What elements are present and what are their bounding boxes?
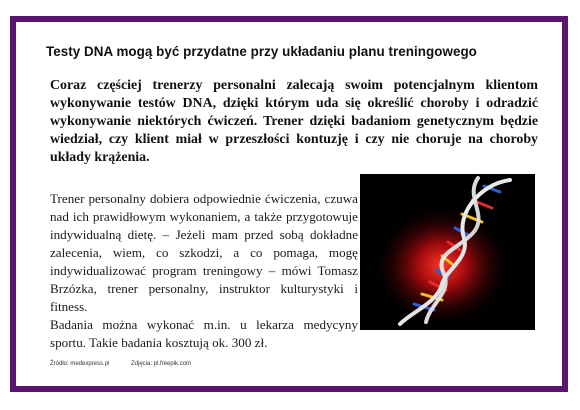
source-credit: Źródło: medexpress.pl bbox=[50, 361, 110, 367]
body-paragraph-2: Badania można wykonać m.in. u lekarza medycyny sportu. Takie badania kosztują ok. 300 zł. bbox=[50, 317, 358, 350]
body-paragraph-1: Trener personalny dobiera odpowiednie ćwiczenia, czuwa nad ich prawidłowym wykonaniem, a także przygotowuje indywidualną dietę. – Jeżeli mam przed sobą dokładne zalecenia, wiem, co szkodzi, a co pomaga, mogę indywidualizować program treningowy – mówi Tomasz Brzózka, trener personalny, instruktor kulturystyki i fitness. bbox=[50, 191, 358, 314]
photo-credit: Zdjęcia: pl.freepik.com bbox=[131, 361, 192, 367]
dna-helix-illustration bbox=[360, 174, 535, 330]
lead-paragraph: Coraz częściej trenerzy personalni zalecają swoim potencjalnym klientom wykonywanie testów DNA, dzięki którym uda się określić choroby i odradzić wykonywanie niektórych ćwiczeń. Trener dzięki badaniom genetycznym będzie wiedział, czy klient miał w przeszłości kontuzję i czy nie choruje na choroby układy krążenia. bbox=[50, 78, 538, 165]
article-body bbox=[50, 190, 358, 352]
dna-helix-image bbox=[360, 174, 535, 330]
article-title: Testy DNA mogą być przydatne przy układaniu planu treningowego bbox=[46, 44, 477, 59]
